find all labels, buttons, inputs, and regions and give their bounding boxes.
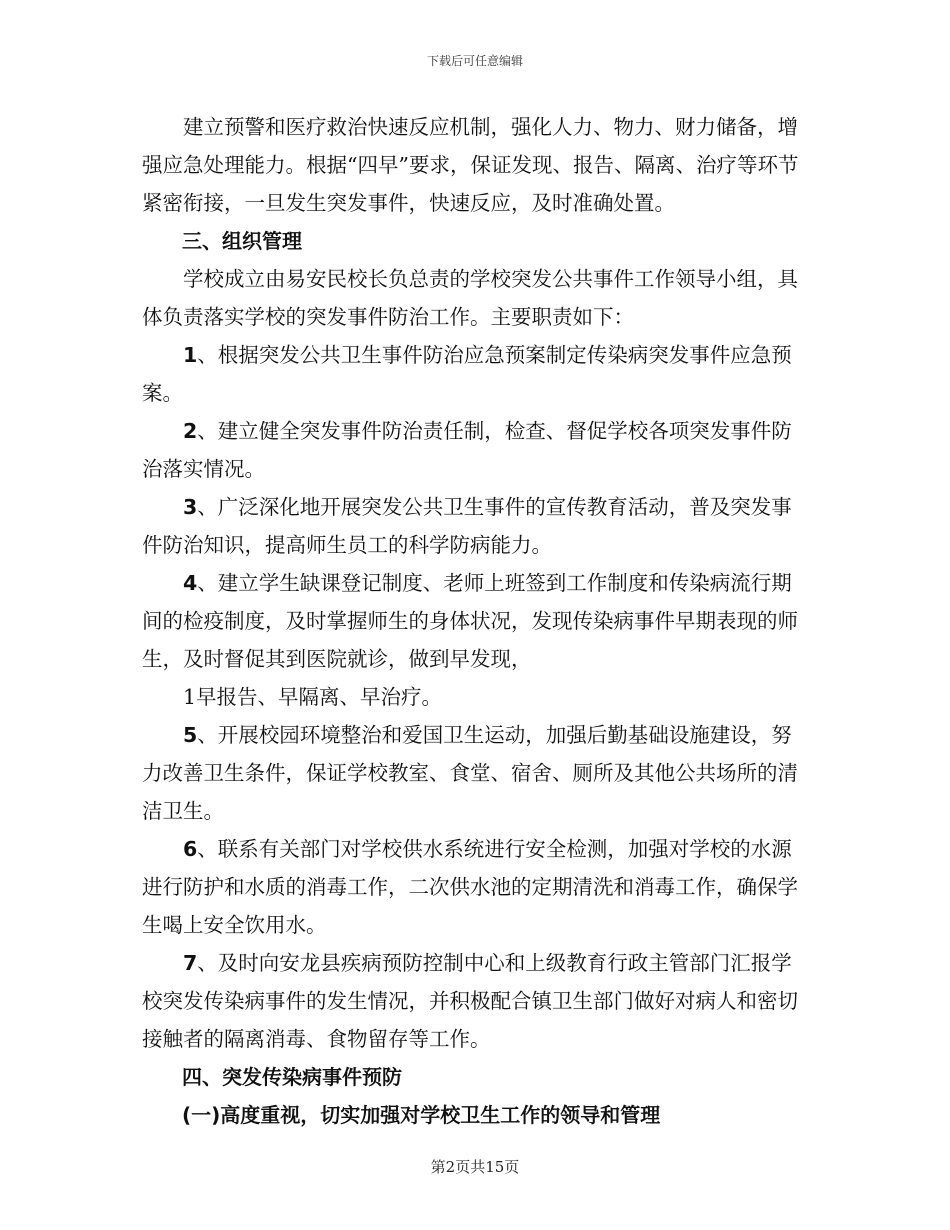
item-text: 、根据突发公共卫生事件防治应急预案制定传染病突发事件应急预案。 [142, 343, 792, 405]
section-heading [142, 222, 808, 260]
item-number: 3 [183, 495, 198, 519]
list-item [142, 488, 808, 564]
subsection-heading [142, 1096, 808, 1134]
page-header: 下载后可任意编辑 [426, 54, 523, 68]
item-number: 5 [183, 723, 198, 747]
item-number: 2 [183, 419, 198, 443]
list-item [142, 944, 808, 1058]
item-text: 、联系有关部门对学校供水系统进行安全检测，加强对学校的水源进行防护和水质的消毒工作，二次供水池的定期清洗和消毒工作，确保学生喝上安全饮用水。 [142, 837, 798, 937]
item-text: 、及时向安龙县疾病预防控制中心和上级教育行政主管部门汇报学校突发传染病事件的发生情况，并积极配合镇卫生部门做好对病人和密切接触者的隔离消毒、食物留存等工作。 [142, 951, 798, 1051]
list-item [142, 412, 808, 488]
list-item [142, 716, 808, 830]
heading-text: 三、组织管理 [182, 229, 302, 253]
paragraph-text: 建立预警和医疗救治快速反应机制，强化人力、物力、财力储备，增强应急处理能力。根据“四早”要求，保证发现、报告、隔离、治疗等环节紧密衔接，一旦发生突发事件，快速反应，及时准确处置。 [142, 115, 799, 215]
item-text: 、建立学生缺课登记制度、老师上班签到工作制度和传染病流行期间的检疫制度，及时掌握师生的身体状况，发现传染病事件早期表现的师生，及时督促其到医院就诊，做到早发现， [142, 571, 798, 671]
page-footer: 第2页共15页 [430, 1158, 520, 1176]
item-number: 6 [183, 837, 198, 861]
list-item [142, 336, 808, 412]
document-body [142, 108, 808, 1134]
list-item [142, 564, 808, 678]
item-number: 4 [183, 571, 198, 595]
paragraph-text: 学校成立由易安民校长负总责的学校突发公共事件工作领导小组，具体负责落实学校的突发事件防治工作。主要职责如下： [142, 267, 798, 329]
heading-text: (一)高度重视，切实加强对学校卫生工作的领导和管理 [182, 1103, 661, 1127]
item-text: 、建立健全突发事件防治责任制，检查、督促学校各项突发事件防治落实情况。 [142, 419, 792, 481]
paragraph [142, 260, 808, 336]
item-text: 、开展校园环境整治和爱国卫生运动，加强后勤基础设施建设，努力改善卫生条件，保证学校教室、食堂、宿舍、厕所及其他公共场所的清洁卫生。 [142, 723, 798, 823]
item-number: 1 [183, 343, 198, 367]
paragraph-text: 1早报告、早隔离、早治疗。 [183, 685, 443, 709]
section-heading [142, 1058, 808, 1096]
heading-text: 四、突发传染病事件预防 [182, 1065, 402, 1089]
paragraph [142, 108, 808, 222]
list-item [142, 830, 808, 944]
item-text: 、广泛深化地开展突发公共卫生事件的宣传教育活动，普及突发事件防治知识，提高师生员工的科学防病能力。 [142, 495, 792, 557]
paragraph [142, 678, 808, 716]
item-number: 7 [183, 951, 198, 975]
